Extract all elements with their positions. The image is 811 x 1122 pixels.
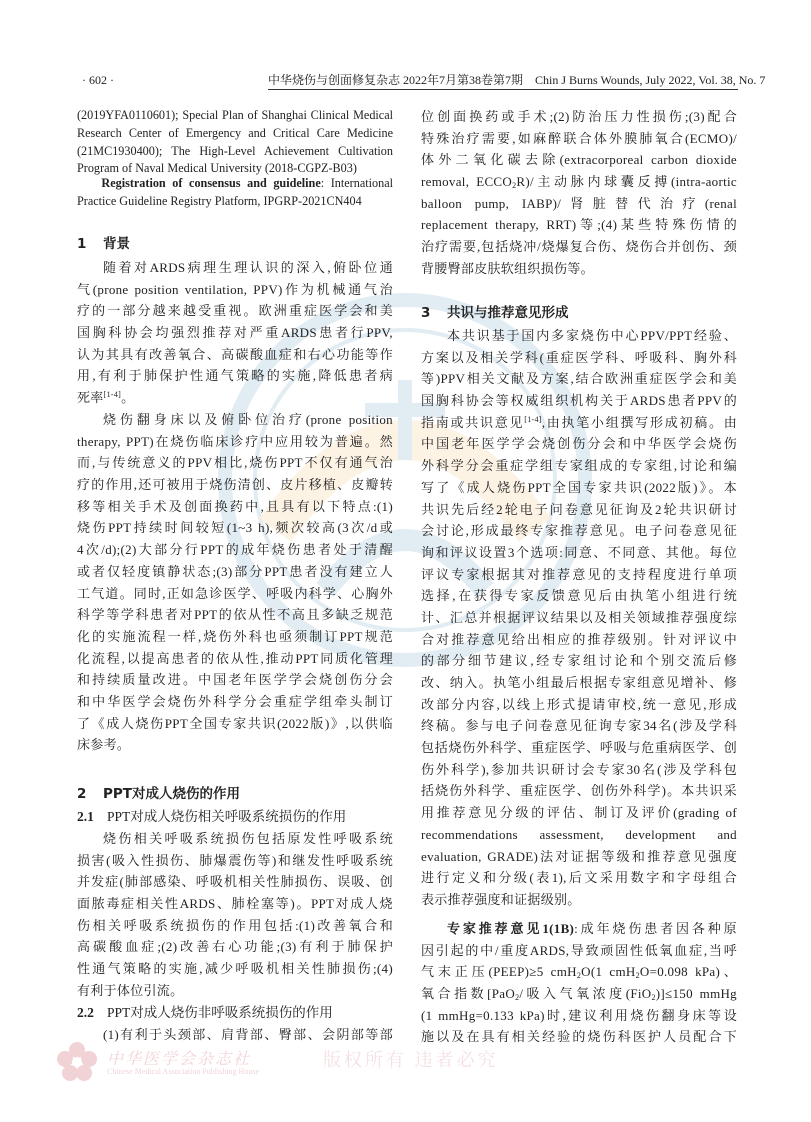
text-line: 施以及在具有相关经验的烧伤科医护人员配合下 [421, 1029, 737, 1045]
citation-superscript: [1-4] [103, 390, 122, 400]
text-line: 用推荐意见分级的评估、制订及评价(grading of [421, 805, 737, 821]
text-line: 治疗需要,包括烧冲/烧爆复合伤、烧伤合并创伤、颈 [421, 239, 737, 255]
text-run: O=0.098 kPa)、 [639, 964, 737, 980]
text-run: :成年烧伤患者因各种原 [574, 921, 737, 936]
publisher-name-cn: 中华医学会杂志社 [107, 1051, 252, 1068]
text-line: (2019YFA0110601); Special Plan of Shanghai Clinical Medical [77, 108, 393, 122]
text-line: 面脓毒症相关性ARDS、肺栓塞等)。PPT对成人烧 [77, 896, 393, 912]
text-run: 氧合指数[PaO [421, 986, 516, 1002]
text-run: 死率 [77, 390, 104, 406]
text-run: )]≤150 mmHg [655, 986, 737, 1002]
text-line: 国胸科协会均强烈推荐对严重ARDS患者行PPV, [77, 325, 393, 341]
section-number: 2.2 [77, 1005, 94, 1020]
text-line: 包括烧伤外科学、重症医学、呼吸与危重病医学、创 [421, 740, 737, 756]
text-line: 化流程,以提高患者的依从性,推动PPT同质化管理 [77, 650, 393, 666]
running-header: 中华烧伤与创面修复杂志 2022年7月第38卷第7期 Chin J Burns Wounds, July 2022, Vol. 38, No. 7 [268, 72, 738, 90]
subsection-heading [77, 1002, 393, 1024]
text-line [77, 387, 393, 409]
text-line: therapy, PPT)在烧伤临床诊疗中应用较为普遍。然 [77, 433, 393, 449]
text-line: 用,有利于肺保护性通气策略的实施,降低患者病 [77, 368, 393, 384]
text-line: 疗的一部分越来越受重视。欧洲重症医学会和美 [77, 303, 393, 319]
text-line: (1 mmHg=0.133 kPa)时,建议利用烧伤翻身床等设 [421, 1007, 737, 1023]
text-line: Practice Guideline Registry Platform, IPGRP-2021CN404 [77, 193, 362, 208]
text-line: 4次/d);(2)大部分行PPT的成年烧伤患者处于清醒 [77, 542, 393, 558]
body-paragraph [421, 918, 737, 1048]
text-line: 本共识基于国内多家烧伤中心PPV/PPT经验、 [447, 328, 737, 343]
text-line: 方案以及相关学科(重症医学科、呼吸科、胸外科 [421, 349, 737, 365]
publisher-logo [55, 1040, 499, 1089]
text-line: 移等相关手术及创面换药中,且具有以下特点:(1) [77, 498, 393, 514]
text-line: 并发症(肺部感染、呼吸机相关性肺损伤、误吸、创 [77, 874, 393, 890]
text-line: 烧伤PPT持续时间较短(1~3 h),频次较高(3次/d或 [77, 520, 393, 536]
text-line: 等)PPV相关文献及方案,结合欧洲重症医学会和美 [421, 371, 737, 387]
text-line: 特殊治疗需要,如麻醉联合体外膜肺氧合(ECMO)/ [421, 130, 737, 146]
text-run: 指南或共识意见 [421, 414, 525, 430]
text-line: replacement therapy, RRT)等;(4)某些特殊伤情的 [421, 217, 737, 233]
bold-run: Registration of consensus and guideline [101, 176, 321, 190]
text-line: 化的实施流程一样,烧伤外科也亟须制订PPT规范 [77, 628, 393, 644]
text-line: 计、汇总并根据评议结果以及相关领域推荐强度综 [421, 609, 737, 625]
text-line: 会讨论,形成最终专家推荐意见。电子问卷意见征 [421, 523, 737, 539]
text-line: 选择,在获得专家反馈意见后由执笔小组进行统 [421, 588, 737, 604]
text-line: 有利于体位引流。 [77, 982, 184, 998]
heading-line [77, 1002, 393, 1024]
text-run: R)/主动脉内球囊反搏(intra-aortic [516, 174, 737, 190]
section-number: 2.1 [77, 809, 94, 824]
text-line: 改、纳入。执笔小组最后根据专家组意见增补、修 [421, 675, 737, 690]
text-line: 表示推荐强度和证据级别。 [421, 891, 581, 907]
text-line: 国胸科协会等权威组织机构关于ARDS患者PPV的 [421, 393, 737, 409]
funding-english-paragraph [77, 107, 393, 178]
text-line: 床参考。 [77, 737, 131, 753]
text-line: 气(prone position ventilation, PPV)作为机械通气治 [77, 281, 393, 297]
text-line [421, 412, 737, 434]
text-line: 位创面换药或手术;(2)防治压力性损伤;(3)配合 [421, 109, 737, 124]
section-title: PPT对成人烧伤相关呼吸系统损伤的作用 [107, 809, 347, 824]
text-line: 伤外科学),参加共识研讨会专家30名(涉及学科包 [421, 761, 737, 777]
text-line: 或者仅轻度镇静状态;(3)部分PPT患者没有建立人 [77, 563, 393, 579]
section-title: PPT对成人烧伤的作用 [103, 786, 240, 802]
heading-line [77, 806, 393, 828]
text-line: 伤相关呼吸系统损伤的作用包括:(1)改善氧合和 [77, 917, 393, 933]
body-paragraph [421, 106, 737, 280]
body-paragraph [77, 257, 393, 409]
text-run: removal, ECCO [421, 174, 513, 190]
section-title: PPT对成人烧伤非呼吸系统损伤的作用 [107, 1005, 333, 1020]
text-line: 括烧伤外科学、重症医学、创伤外科学)。本共识采 [421, 783, 737, 799]
text-line: 进行定义和分级(表1),后文采用数字和字母组合 [421, 870, 737, 886]
heading-line [77, 784, 393, 806]
publisher-name-en: Chinese Medical Association Publishing House [107, 1067, 259, 1076]
text-line: 和持续质量改进。中国老年医学学会烧创伤分会 [77, 672, 393, 688]
section-title: 共识与推荐意见形成 [447, 305, 569, 321]
subscript: 2 [515, 993, 520, 1003]
body-paragraph [77, 828, 393, 1002]
text-line: 体外二氧化碳去除(extracorporeal carbon dioxide [421, 152, 737, 168]
subscript: 2 [576, 971, 582, 981]
text-line: recommendations assessment, development and [421, 826, 737, 842]
body-paragraph [77, 409, 393, 756]
section-number: 1 [77, 236, 87, 252]
text-line: 写了《成人烧伤PPT全国专家共识(2022版)》。本 [421, 479, 737, 495]
text-line: 因引起的中/重度ARDS,导致顽固性低氧血症,当呼 [421, 942, 737, 958]
copyright-notice: 版权所有 违者必究 [323, 1050, 499, 1070]
section-number: 2 [77, 786, 87, 802]
text-line [421, 171, 737, 193]
text-line: (21MC1930400); The High-Level Achievement Cultivation [77, 143, 393, 158]
section-heading [77, 784, 393, 806]
section-number: 3 [421, 305, 431, 321]
funding-english-paragraph [77, 175, 393, 211]
body-paragraph [77, 1024, 393, 1046]
text-line: 损害(吸入性损伤、肺爆震伤等)和继发性呼吸系统 [77, 852, 393, 868]
text-line: 和中华医学会烧伤外科学分会重症学组牵头制订 [77, 693, 393, 709]
section-heading [77, 234, 393, 256]
section-heading [421, 303, 737, 325]
text-line: 改部分内容,以线上形式提请审校,统一意见,形成 [421, 696, 737, 712]
text-line: 烧伤相关呼吸系统损伤包括原发性呼吸系统 [103, 831, 393, 846]
text-run: 气末正压(PEEP)≥5 cmH [421, 964, 577, 980]
text-line: 询和评议设置3个选项:同意、不同意、其他。每位 [421, 544, 737, 560]
text-line: 评议专家根据其对推荐意见的支持程度进行单项 [421, 566, 737, 582]
text-line: (1)有利于头颈部、肩背部、臀部、会阴部等部 [103, 1027, 393, 1042]
text-run: /吸入气氧浓度(FiO [519, 986, 652, 1002]
text-line: evaluation, GRADE)法对证据等级和推荐意见强度 [421, 848, 737, 864]
subscript: 2 [635, 971, 640, 981]
text-line: 的部分细节建议,经专家组讨论和个别交流后修 [421, 653, 737, 669]
heading-line [77, 234, 393, 256]
text-line: balloon pump, IABP)/肾脏替代治疗(renal [421, 195, 737, 211]
text-line: 认为其具有改善氧合、高碳酸血症和右心功能等作 [77, 346, 393, 362]
text-line: 高碳酸血症;(2)改善右心功能;(3)有利于肺保护 [77, 939, 393, 955]
flower-logo-icon [55, 1040, 99, 1084]
text-line: Research Center of Emergency and Critical Care Medicine [77, 125, 393, 140]
text-line: 而,与传统意义的PPV相比,烧伤PPT不仅有通气治 [77, 455, 393, 471]
text-line: 中国老年医学学会烧创伤分会和中华医学会烧伤 [421, 436, 737, 452]
text-line: 合对推荐意见给出相应的推荐级别。针对评议中 [421, 631, 737, 647]
subsection-heading [77, 806, 393, 828]
text-line [77, 175, 393, 193]
text-line: 烧伤翻身床以及俯卧位治疗(prone position [103, 412, 393, 427]
subscript: 2 [651, 993, 656, 1003]
text-line: 科学等学科患者对PPT的依从性不高且多缺乏规范 [77, 607, 393, 623]
heading-line [421, 303, 737, 325]
subscript: 2 [512, 181, 517, 191]
text-line: 性通气策略的实施,减少呼吸机相关性肺损伤;(4) [77, 961, 393, 977]
text-run: O(1 cmH [581, 964, 636, 980]
text-line: 了《成人烧伤PPT全国专家共识(2022版)》,以供临 [77, 715, 393, 731]
text-line: 随着对ARDS病理生理认识的深入,俯卧位通 [103, 260, 393, 275]
text-line: 终稿。参与电子问卷意见征询专家34名(涉及学科 [421, 718, 737, 734]
text-line [421, 918, 737, 940]
text-line [421, 983, 737, 1005]
text-line: 背腰臀部皮肤软组织损伤等。 [421, 260, 594, 276]
text-run: : International [320, 176, 393, 190]
citation-superscript: [1-4] [524, 414, 542, 424]
page-number: · 602 · [82, 73, 114, 87]
text-run: 。 [121, 390, 135, 406]
text-run: ,由执笔小组撰写形成初稿。由 [541, 414, 737, 430]
text-line [421, 961, 737, 983]
body-paragraph [421, 325, 737, 911]
text-line: 疗的作用,还可被用于烧伤清创、皮片移植、皮瓣转 [77, 477, 393, 493]
text-line: 共识先后经2轮电子问卷意见征询及2轮共识研讨 [421, 501, 737, 517]
text-line: Program of Naval Medical University (2018-CGPZ-B03) [77, 161, 357, 176]
text-line: 外科学分会重症学组专家组成的专家组,讨论和编 [421, 458, 737, 474]
section-title: 背景 [103, 236, 130, 252]
text-line: 工气道。同时,正如急诊医学、呼吸内科学、心胸外 [77, 585, 393, 601]
bold-run: 专家推荐意见1(1B) [447, 921, 575, 936]
